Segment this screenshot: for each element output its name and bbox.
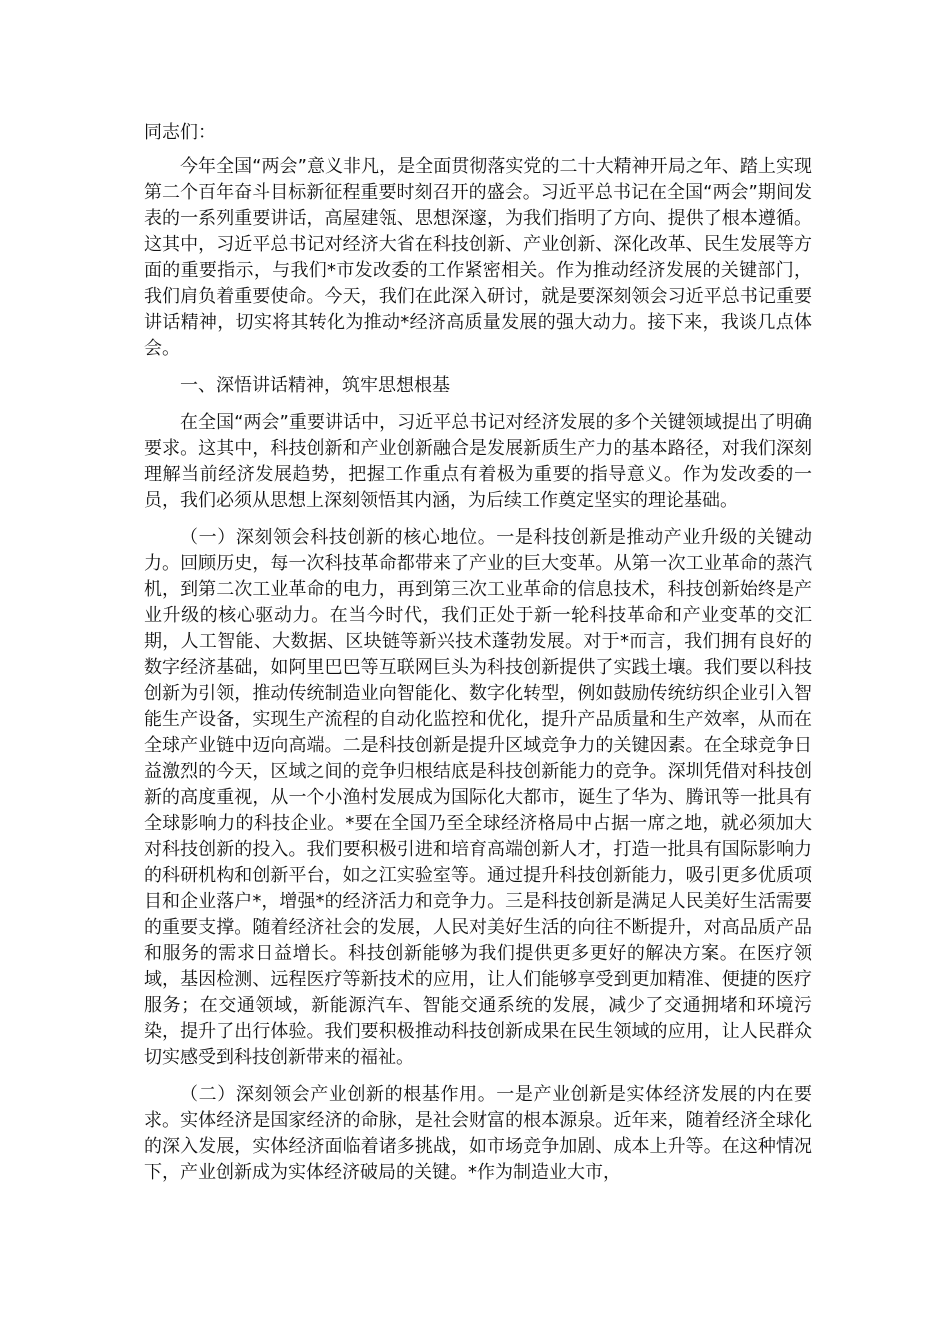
- subsection-2-paragraph: （二）深刻领会产业创新的根基作用。一是产业创新是实体经济发展的内在要求。实体经济是国家经济的命脉，是社会财富的根本源泉。近年来，随着经济全球化的深入发展，实体经济面临着诸多挑战，如市场竞争加剧、成本上升等。在这种情况下，产业创新成为实体经济破局的关键。*作为制造业大市，: [144, 1084, 812, 1183]
- salutation: 同志们：: [144, 122, 216, 143]
- section-heading-1: 一、深悟讲话精神，筑牢思想根基: [180, 375, 450, 396]
- section-1-intro-paragraph: 在全国“两会”重要讲话中，习近平总书记对经济发展的多个关键领域提出了明确要求。这其中，科技创新和产业创新融合是发展新质生产力的基本路径，对我们深刻理解当前经济发展趋势，把握工作重点有着极为重要的指导意义。作为发改委的一员，我们必须从思想上深刻领悟其内涵，为后续工作奠定坚实的理论基础。: [144, 412, 812, 511]
- document-body: [144, 120, 812, 1186]
- subsection-1-paragraph: （一）深刻领会科技创新的核心地位。一是科技创新是推动产业升级的关键动力。回顾历史，每一次科技革命都带来了产业的巨大变革。从第一次工业革命的蒸汽机，到第二次工业革命的电力，再到第三次工业革命的信息技术，科技创新始终是产业升级的核心驱动力。在当今时代，我们正处于新一轮科技革命和产业变革的交汇期，人工智能、大数据、区块链等新兴技术蓬勃发展。对于*而言，我们拥有良好的数字经济基础，如阿里巴巴等互联网巨头为科技创新提供了实践土壤。我们要以科技创新为引领，推动传统制造业向智能化、数字化转型，例如鼓励传统纺织企业引入智能生产设备，实现生产流程的自动化监控和优化，提升产品质量和生产效率，从而在全球产业链中迈向高端。二是科技创新是提升区域竞争力的关键因素。在全球竞争日益激烈的今天，区域之间的竞争归根结底是科技创新能力的竞争。深圳凭借对科技创新的高度重视，从一个小渔村发展成为国际化大都市，诞生了华为、腾讯等一批具有全球影响力的科技企业。*要在全国乃至全球经济格局中占据一席之地，就必须加大对科技创新的投入。我们要积极引进和培育高端创新人才，打造一批具有国际影响力的科研机构和创新平台，如之江实验室等。通过提升科技创新能力，吸引更多优质项目和企业落户*，增强*的经济活力和竞争力。三是科技创新是满足人民美好生活需要的重要支撑。随着经济社会的发展，人民对美好生活的向往不断提升，对高品质产品和服务的需求日益增长。科技创新能够为我们提供更多更好的解决方案。在医疗领域，基因检测、远程医疗等新技术的应用，让人们能够享受到更加精准、便捷的医疗服务；在交通领域，新能源汽车、智能交通系统的发展，减少了交通拥堵和环境污染，提升了出行体验。我们要积极推动科技创新成果在民生领域的应用，让人民群众切实感受到科技创新带来的福祉。: [144, 527, 812, 1068]
- opening-paragraph: 今年全国“两会”意义非凡，是全面贯彻落实党的二十大精神开局之年、踏上实现第二个百年奋斗目标新征程重要时刻召开的盛会。习近平总书记在全国“两会”期间发表的一系列重要讲话，高屋建瓴、思想深邃，为我们指明了方向、提供了根本遵循。这其中，习近平总书记对经济大省在科技创新、产业创新、深化改革、民生发展等方面的重要指示，与我们*市发改委的工作紧密相关。作为推动经济发展的关键部门，我们肩负着重要使命。今天，我们在此深入研讨，就是要深刻领会习近平总书记重要讲话精神，切实将其转化为推动*经济高质量发展的强大动力。接下来，我谈几点体会。: [144, 156, 812, 359]
